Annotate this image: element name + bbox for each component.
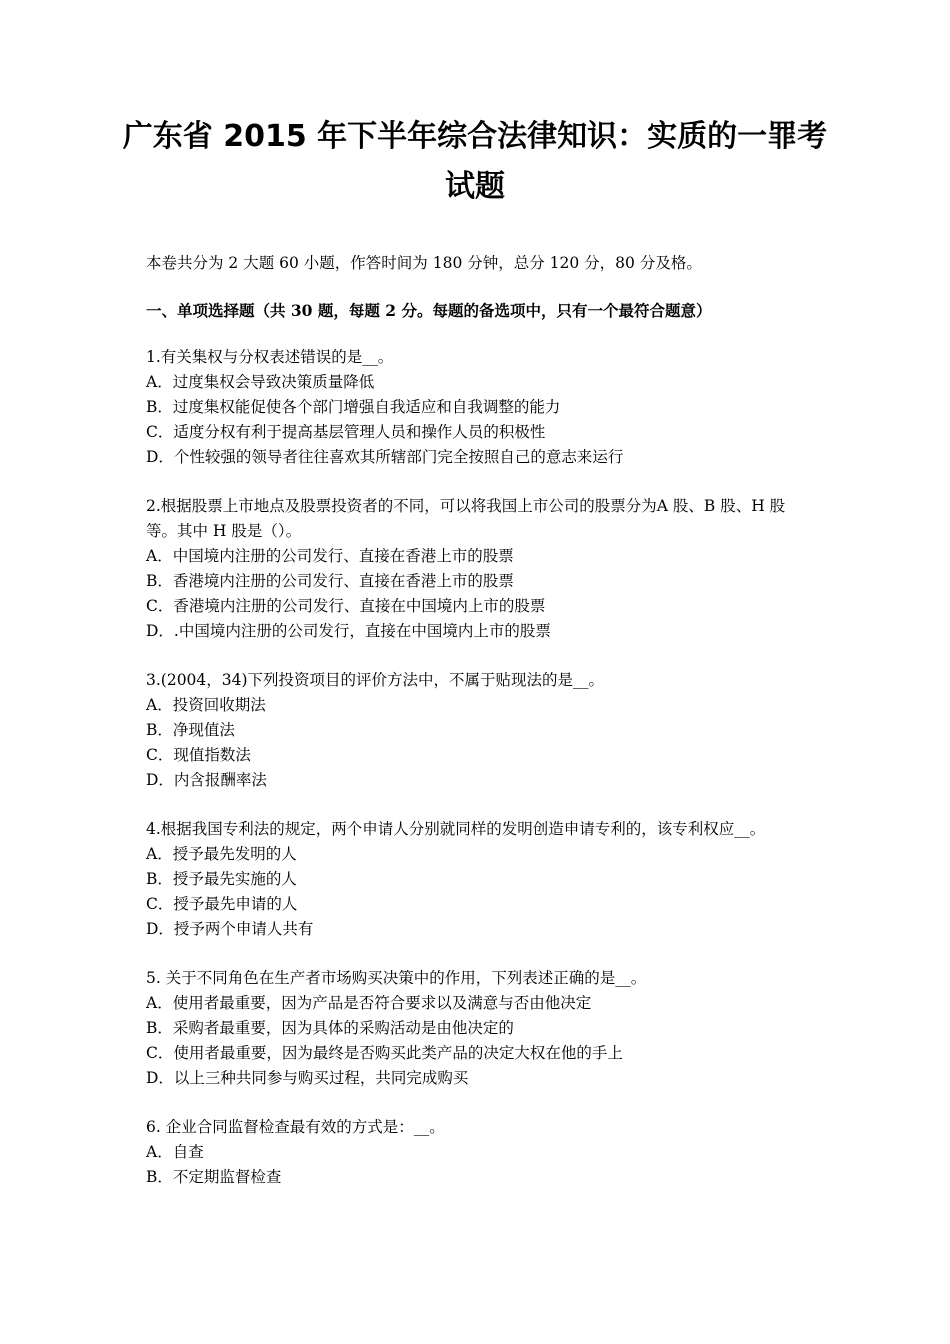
option-d: D．.中国境内注册的公司发行，直接在中国境内上市的股票 bbox=[146, 622, 551, 640]
option-b: B．采购者最重要，因为具体的采购活动是由他决定的 bbox=[146, 1019, 514, 1037]
question-stem: 3.(2004，34)下列投资项目的评价方法中，不属于贴现法的是__。 bbox=[146, 671, 605, 689]
option-d: D．以上三种共同参与购买过程，共同完成购买 bbox=[146, 1069, 469, 1087]
question-stem: 5. 关于不同角色在生产者市场购买决策中的作用，下列表述正确的是__。 bbox=[146, 969, 647, 987]
exam-intro: 本卷共分为 2 大题 60 小题，作答时间为 180 分钟，总分 120 分，80 分及格。 bbox=[146, 254, 702, 272]
option-d: D．授予两个申请人共有 bbox=[146, 920, 314, 938]
option-a: A．自查 bbox=[146, 1143, 204, 1161]
option-c: C．香港境内注册的公司发行、直接在中国境内上市的股票 bbox=[146, 597, 546, 615]
question-2 bbox=[146, 494, 816, 644]
option-c: C．现值指数法 bbox=[146, 746, 251, 764]
option-a: A．使用者最重要，因为产品是否符合要求以及满意与否由他决定 bbox=[146, 994, 592, 1012]
title-line-1: 广东省 2015 年下半年综合法律知识：实质的一罪考 bbox=[122, 119, 828, 154]
question-3 bbox=[146, 668, 816, 793]
question-stem: 4.根据我国专利法的规定，两个申请人分别就同样的发明创造申请专利的，该专利权应__。 bbox=[146, 820, 766, 838]
option-b: B．授予最先实施的人 bbox=[146, 870, 297, 888]
question-4 bbox=[146, 817, 816, 942]
question-5 bbox=[146, 966, 816, 1091]
option-a: A．中国境内注册的公司发行、直接在香港上市的股票 bbox=[146, 547, 514, 565]
question-stem: 1.有关集权与分权表述错误的是__。 bbox=[146, 348, 394, 366]
option-c: C．授予最先申请的人 bbox=[146, 895, 298, 913]
option-d: D．个性较强的领导者往往喜欢其所辖部门完全按照自己的意志来运行 bbox=[146, 448, 624, 466]
question-6 bbox=[146, 1115, 816, 1190]
title-line-2: 试题 bbox=[445, 169, 505, 204]
question-1 bbox=[146, 345, 816, 470]
option-a: A．过度集权会导致决策质量降低 bbox=[146, 373, 375, 391]
option-a: A．投资回收期法 bbox=[146, 696, 266, 714]
option-c: C．使用者最重要，因为最终是否购买此类产品的决定大权在他的手上 bbox=[146, 1044, 623, 1062]
document-title bbox=[120, 112, 830, 212]
option-b: B．香港境内注册的公司发行、直接在香港上市的股票 bbox=[146, 572, 514, 590]
question-stem: 2.根据股票上市地点及股票投资者的不同，可以将我国上市公司的股票分为A 股、B 股、H 股等。其中 H 股是（）。 bbox=[146, 497, 786, 540]
option-d: D．内含报酬率法 bbox=[146, 771, 267, 789]
option-b: B．不定期监督检查 bbox=[146, 1168, 282, 1186]
option-b: B．净现值法 bbox=[146, 721, 235, 739]
section-heading: 一、单项选择题（共 30 题，每题 2 分。每题的备选项中，只有一个最符合题意） bbox=[146, 301, 712, 320]
document-body bbox=[146, 251, 816, 1214]
option-b: B．过度集权能促使各个部门增强自我适应和自我调整的能力 bbox=[146, 398, 561, 416]
option-c: C．适度分权有利于提高基层管理人员和操作人员的积极性 bbox=[146, 423, 546, 441]
option-a: A．授予最先发明的人 bbox=[146, 845, 297, 863]
question-stem: 6. 企业合同监督检查最有效的方式是：__。 bbox=[146, 1118, 445, 1136]
